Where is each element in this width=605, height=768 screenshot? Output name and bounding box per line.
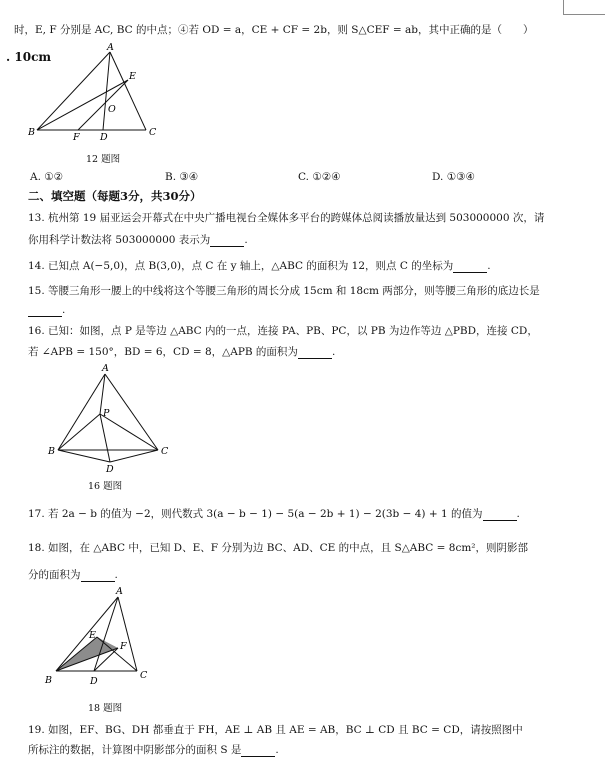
q15-line1: 15. 等腰三角形一腰上的中线将这个等腰三角形的周长分成 15cm 和 18cm 两部分，则等腰三角形的底边长是 [28,285,540,297]
q16-caption: 16 题图 [88,481,123,492]
q12-label-b: B [28,127,35,138]
q13-line2: 你用科学计数法将 503000000 表示为 . [28,234,248,246]
q12-label-f: F [73,132,80,142]
q12-label-c: C [149,127,157,138]
q12-option-d: D. ①③④ [432,171,475,183]
answer-blank [28,304,62,317]
q18-label-a: A [116,586,123,597]
q12-label-d: D [100,132,108,142]
q18-label-f: F [120,641,127,652]
q13-line1: 13. 杭州第 19 届亚运会开幕式在中央广播电视台全媒体多平台的跨媒体总阅读播放量达到 503000000 次，请 [28,212,545,224]
q12-label-a: A [107,42,114,53]
q12-label-e: E [129,71,136,82]
q19-line1: 19. 如图，EF、BG、DH 都垂直于 FH，AE ⊥ AB 且 AE = AB，BC ⊥ CD 且 BC = CD，请按照图中 [28,724,523,736]
answer-blank [81,569,115,582]
q18-label-e: E [89,630,96,641]
q11-tail-text: 时，E, F 分别是 AC, BC 的中点；④若 OD = a，CE + CF = 2b，则 S△CEF = ab，其中正确的是（ ） [14,24,534,36]
q14-line: 14. 已知点 A(−5,0)，点 B(3,0)，点 C 在 y 轴上，△ABC 的面积为 12，则点 C 的坐标为 . [28,260,491,272]
page-corner-rule [563,0,564,14]
q12-figure [28,42,168,142]
answer-blank [453,260,487,273]
q12-option-b: B. ③④ [165,171,199,183]
section-title: 二、填空题（每题3分，共30分） [28,189,202,203]
q12-fragment-text: . 10cm [6,50,52,64]
page-corner-rule [563,14,605,15]
answer-blank [210,234,244,247]
answer-blank [241,744,275,757]
q16-line2: 若 ∠APB = 150°，BD = 6，CD = 8，△APB 的面积为 . [28,346,336,358]
q18-label-b: B [45,675,52,686]
shaded-region [56,637,118,671]
q18-caption: 18 题图 [88,703,123,714]
q18-line2: 分的面积为 . [28,569,118,581]
q19-line2: 所标注的数据，计算图中阴影部分的面积 S 是 . [28,744,279,756]
q16-label-p: P [103,408,110,419]
q18-label-c: C [140,670,148,681]
q16-figure [40,362,180,482]
q18-label-d: D [90,676,98,687]
answer-blank [483,508,517,521]
q17-line: 17. 若 2a − b 的值为 −2，则代数式 3(a − b − 1) − 5(a − 2b + 1) − 2(3b − 4) + 1 的值为 . [28,508,520,520]
q16-label-b: B [48,446,55,457]
q16-label-d: D [106,464,114,475]
answer-blank [298,346,332,359]
q12-option-a: A. ①② [30,171,64,183]
q12-option-c: C. ①②④ [298,171,341,183]
q15-line2: . [28,304,65,317]
q12-label-o: O [108,104,116,115]
q16-line1: 16. 已知：如图，点 P 是等边 △ABC 内的一点，连接 PA、PB、PC，以 PB 为边作等边 △PBD，连接 CD， [28,325,538,337]
q18-line1: 18. 如图，在 △ABC 中，已知 D、E、F 分别为边 BC、AD、CE 的中点，且 S△ABC = 8cm²，则阴影部 [28,542,529,554]
q18-figure [40,585,160,690]
q16-label-a: A [102,363,109,374]
q12-caption: 12 题图 [86,154,121,165]
q16-label-c: C [161,446,169,457]
